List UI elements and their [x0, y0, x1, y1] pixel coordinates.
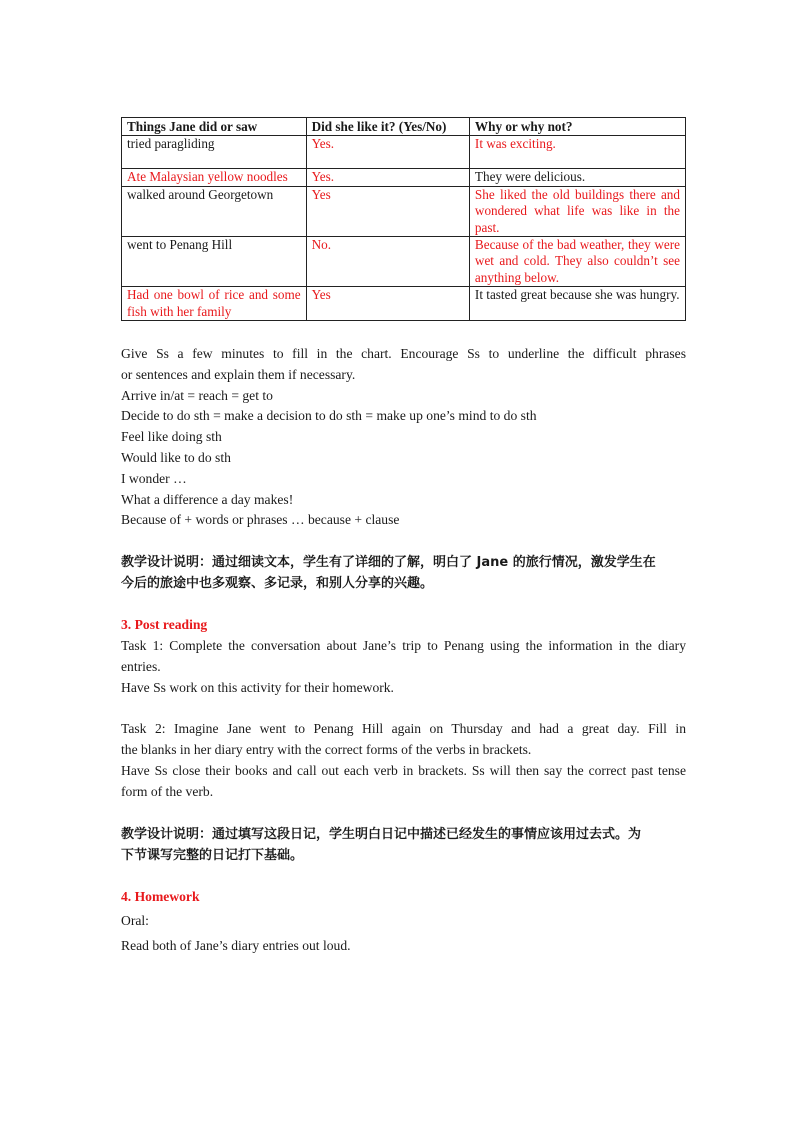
table-header-row	[122, 118, 686, 136]
phrase-line: Decide to do sth = make a decision to do sth = make up one’s mind to do sth	[121, 408, 537, 424]
task-line: form of the verb.	[121, 783, 214, 799]
phrase-line: What a difference a day makes!	[121, 491, 294, 507]
instruction-line: or sentences and explain them if necessary.	[121, 366, 356, 382]
section-heading-post-reading: 3. Post reading	[121, 617, 208, 633]
cell-liked: No.	[306, 237, 469, 287]
task-line: Task 1: Complete the conversation about Jane’s trip to Penang using the information in the diary	[121, 638, 686, 654]
design-note: 教学设计说明：通过填写这段日记，学生明白日记中描述已经发生的事情应该用过去式。为	[121, 826, 642, 842]
task-line: entries.	[121, 658, 161, 674]
cell-liked: Yes	[306, 186, 469, 236]
header-liked: Did she like it? (Yes/No)	[306, 118, 469, 136]
design-note: 下节课写完整的日记打下基础。	[121, 847, 304, 863]
header-things: Things Jane did or saw	[122, 118, 307, 136]
cell-why: It was exciting.	[469, 136, 685, 169]
table-row	[122, 136, 686, 169]
task-line: Have Ss work on this activity for their homework.	[121, 679, 394, 695]
design-note: 今后的旅途中也多观察、多记录，和别人分享的兴趣。	[121, 576, 434, 592]
cell-why: It tasted great because she was hungry.	[469, 287, 685, 321]
task-line: Task 2: Imagine Jane went to Penang Hill again on Thursday and had a great day. Fill in	[121, 721, 686, 737]
header-why: Why or why not?	[469, 118, 685, 136]
cell-why: They were delicious.	[469, 169, 685, 186]
phrase-line: Would like to do sth	[121, 450, 231, 466]
homework-oral: Oral:	[121, 913, 149, 929]
design-note: 教学设计说明：通过细读文本，学生有了详细的了解，明白了 Jane 的旅行情况，激发学生在	[121, 555, 656, 571]
task-line: the blanks in her diary entry with the correct forms of the verbs in brackets.	[121, 742, 532, 758]
table-row	[122, 169, 686, 186]
phrase-line: Arrive in/at = reach = get to	[121, 387, 273, 403]
cell-thing: Ate Malaysian yellow noodles	[122, 169, 307, 186]
table-row	[122, 186, 686, 236]
phrase-line: Feel like doing sth	[121, 429, 222, 445]
cell-thing: tried paragliding	[122, 136, 307, 169]
cell-why: She liked the old buildings there and wondered what life was like in the past.	[469, 186, 685, 236]
diary-chart-table	[121, 117, 686, 321]
phrase-line: Because of + words or phrases … because + clause	[121, 512, 400, 528]
cell-liked: Yes.	[306, 136, 469, 169]
document-page	[121, 117, 686, 957]
cell-thing: walked around Georgetown	[122, 186, 307, 236]
task-line: Have Ss close their books and call out each verb in brackets. Ss will then say the correct past tense	[121, 763, 686, 779]
section-heading-homework: 4. Homework	[121, 888, 200, 904]
instruction-line: Give Ss a few minutes to fill in the chart. Encourage Ss to underline the difficult phrases	[121, 346, 686, 362]
homework-item: Read both of Jane’s diary entries out loud.	[121, 938, 351, 954]
table-row	[122, 237, 686, 287]
phrase-line: I wonder …	[121, 470, 187, 486]
cell-liked: Yes.	[306, 169, 469, 186]
cell-thing: Had one bowl of rice and some fish with her family	[122, 287, 307, 321]
table-row	[122, 287, 686, 321]
cell-liked: Yes	[306, 287, 469, 321]
cell-thing: went to Penang Hill	[122, 237, 307, 287]
cell-why: Because of the bad weather, they were wet and cold. They also couldn’t see anything below.	[469, 237, 685, 287]
